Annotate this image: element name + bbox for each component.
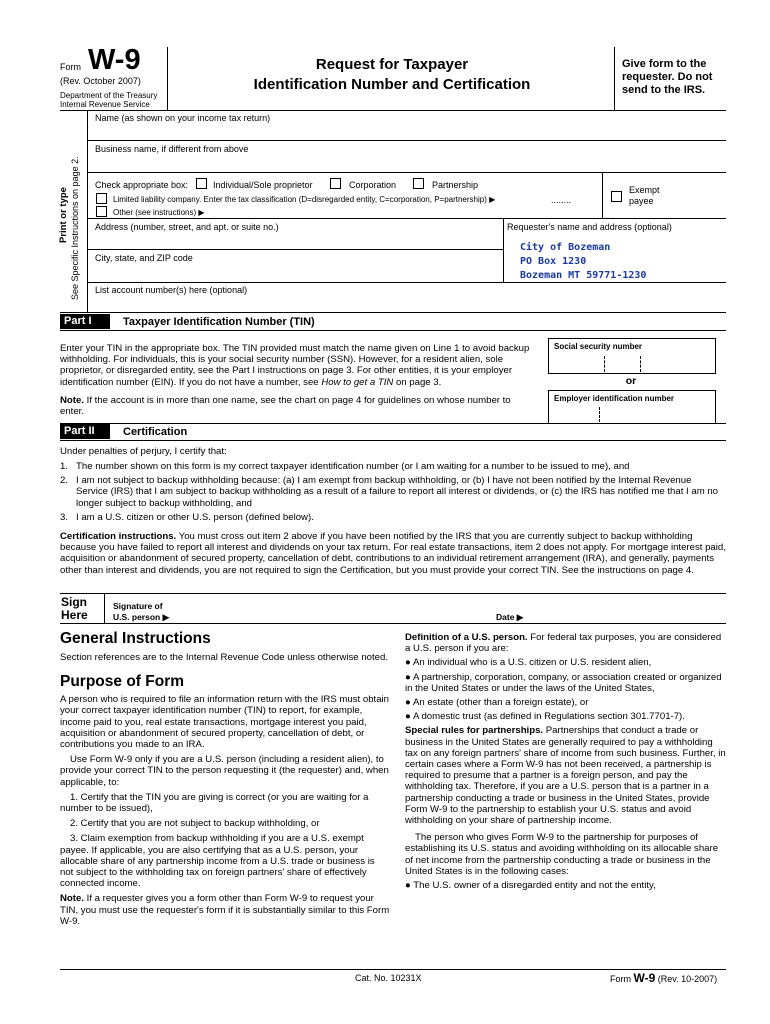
part2-label: Part II <box>60 424 110 439</box>
cert-instructions: Certification instructions. You must cross out item 2 above if you have been notified by the IRS that you are currently subject to backup withholding because you have failed to report all interest and dividends on your tax return. For real estate transactions, item 2 does not apply. For mortgage interest paid, acquisition or abandonment of secured property, cancellation of debt, contributions to an individual retirement arrangement (IRA), and generally, payments other than interest and dividends, you are not required to sign the Certification, but you must provide your correct TIN. See the instructions on page 4. <box>60 531 726 576</box>
or-text: or <box>625 375 637 387</box>
cert-list <box>60 461 726 523</box>
requester-line2: PO Box 1230 <box>520 256 587 267</box>
part2-title: Certification <box>123 426 188 438</box>
sign-text: Sign <box>61 595 87 609</box>
form-word: Form <box>60 62 81 72</box>
definition-text: Definition of a U.S. person. For federal tax purposes, you are considered a U.S. person if you are: <box>405 632 722 655</box>
signature-label1: Signature of <box>113 601 163 611</box>
title-line2: Identification Number and Certification <box>253 76 531 93</box>
llc-label: Limited liability company. Enter the tax classification (D=disregarded entity, C=corporation, P=partnership) ▶ <box>113 195 496 204</box>
ssn-label: Social security number <box>554 342 643 351</box>
purpose-note: Note. If a requester gives you a form other than Form W-9 to request your TIN, you must use the requester's form if it is substantially similar to this Form W-9. <box>60 893 390 927</box>
bullet-item: ● A partnership, corporation, company, or association created or organized in the United States or under the laws of the United States, <box>405 671 722 694</box>
individual-label: Individual/Sole proprietor <box>213 180 313 190</box>
form-number: W-9 <box>88 44 141 76</box>
footer-form-id: Form W-9 (Rev. 10-2007) <box>610 971 718 985</box>
exempt-payee-checkbox[interactable] <box>611 191 622 202</box>
here-text: Here <box>61 608 88 622</box>
purpose-p3: 1. Certify that the TIN you are giving is correct (or you are waiting for a number to be issued), <box>60 791 369 815</box>
partnership-label: Partnership <box>432 180 479 190</box>
purpose-p4: 2. Certify that you are not subject to backup withholding, or <box>70 818 320 830</box>
ssn-box[interactable] <box>548 338 716 374</box>
city-label: City, state, and ZIP code <box>95 253 193 263</box>
corporation-checkbox[interactable] <box>330 178 341 189</box>
purpose-p5: 3. Claim exemption from backup withholding if you are a U.S. exempt payee. If applicable, you are also certifying that as a U.S. person, your allocable share of any partnership income from a U.S. trade or business is not subject to the withholding tax on foreign partners' share of effectively connected income. <box>60 833 375 890</box>
bullet-item: ● The U.S. owner of a disregarded entity and not the entity, <box>405 880 656 892</box>
title-line1: Request for Taxpayer <box>315 56 469 73</box>
irs-name: Internal Revenue Service <box>60 100 150 109</box>
date-label: Date ▶ <box>496 612 524 622</box>
special-rules: Special rules for partnerships. Partnerships that conduct a trade or business in the United States are generally required to pay a withholding tax on any foreign partners' share of income from such business. Further, in certain cases where a Form W-9 has not been received, a partnership is required to presume that a partner is a foreign person, and pay the withholding tax. Therefore, if you are a U.S. person that is a partner in a partnership conducting a trade or business in the United States, provide Form W-9 to the partnership to establish your U.S. status and avoid withholding on your share of partnership income. <box>405 725 726 827</box>
part1-note: Note. If the account is in more than one name, see the chart on page 4 for guidelines on whose number to enter. <box>60 395 511 418</box>
individual-checkbox[interactable] <box>196 178 207 189</box>
requester-line1: City of Bozeman <box>520 242 611 253</box>
other-label: Other (see instructions) ▶ <box>113 208 205 217</box>
form-revision: (Rev. October 2007) <box>60 76 141 86</box>
requester-label: Requester's name and address (optional) <box>507 222 672 232</box>
general-intro: Section references are to the Internal Revenue Code unless otherwise noted. <box>60 652 388 663</box>
purpose-p1: A person who is required to file an information return with the IRS must obtain your correct taxpayer identification number (TIN) to report, for example, income paid to you, real estate transactions, mortgage interest you paid, acquisition or abandonment of secured property, cancellation of debt, or contributions you made to an IRA. <box>60 694 390 751</box>
exempt-payee-label: Exempt payee <box>629 185 660 206</box>
signature-label2: U.S. person ▶ <box>113 612 170 622</box>
bullet-item: ● An individual who is a U.S. citizen or U.S. resident alien, <box>405 657 652 669</box>
ein-box[interactable] <box>548 390 716 424</box>
account-label: List account number(s) here (optional) <box>95 285 248 295</box>
purpose-heading: Purpose of Form <box>60 673 185 691</box>
other-checkbox[interactable] <box>96 206 107 217</box>
cert-item: 1. The number shown on this form is my correct taxpayer identification number (or I am waiting for a number to be issued to me), and <box>60 461 630 472</box>
bullet-item: ● An estate (other than a foreign estate), or <box>405 697 589 709</box>
us-person-definition <box>405 632 726 891</box>
check-box-label: Check appropriate box: <box>95 180 189 190</box>
give-form-note: Give form to the requester. Do not send to the IRS. <box>622 58 713 96</box>
address-label: Address (number, street, and apt. or suite no.) <box>95 222 279 232</box>
part1-title: Taxpayer Identification Number (TIN) <box>123 316 315 328</box>
requester-line3: Bozeman MT 59771-1230 <box>520 270 647 281</box>
department: Department of the Treasury <box>60 91 158 100</box>
cert-item: 3. I am a U.S. citizen or other U.S. person (defined below). <box>60 511 314 523</box>
part1-label: Part I <box>60 314 110 329</box>
llc-checkbox[interactable] <box>96 193 107 204</box>
partnership-p2: The person who gives Form W-9 to the partnership for purposes of establishing its U.S. status and avoiding withholding on its allocable share of net income from the partnership conducting a trade or business in the United States is in the following cases: <box>405 832 719 877</box>
cert-intro: Under penalties of perjury, I certify that: <box>60 446 227 457</box>
print-or-type-label: Print or type <box>58 187 69 243</box>
cert-item: 2. I am not subject to backup withholding because: (a) I am exempt from backup withholding, or (b) I have not been notified by the Internal Revenue Service (IRS) that I am subject to backup withholding as a result of a failure to report all interest or dividends, or (c) the IRS has notified me that I am no longer subject to backup withholding, and <box>60 475 719 509</box>
general-heading: General Instructions <box>60 630 211 647</box>
ein-label: Employer identification number <box>554 394 675 403</box>
signature-field[interactable] <box>200 598 490 622</box>
business-name-label: Business name, if different from above <box>95 144 249 154</box>
corporation-label: Corporation <box>349 180 397 190</box>
general-instructions <box>60 630 390 927</box>
date-field[interactable] <box>530 598 725 622</box>
purpose-p2: Use Form W-9 only if you are a U.S. person (including a resident alien), to provide your correct TIN to the person requesting it (the requester) and, when applicable, to: <box>60 754 389 788</box>
see-instructions-label: See Specific Instructions on page 2. <box>70 156 80 300</box>
llc-entry[interactable]: ........ <box>551 195 572 205</box>
name-label: Name (as shown on your income tax return) <box>95 113 271 123</box>
part1-text: Enter your TIN in the appropriate box. The TIN provided must match the name given on Line 1 to avoid backup withholding. For individuals, this is your social security number (SSN). However, for a resident alien, sole proprietor, or disregarded entity, see the Part I instructions on page 3. For other entities, it is your employer identification number (EIN). If you do not have a number, see How to get a TIN on page 3. <box>60 343 530 388</box>
catalog-number: Cat. No. 10231X <box>355 973 422 983</box>
partnership-checkbox[interactable] <box>413 178 424 189</box>
bullet-item: ● A domestic trust (as defined in Regulations section 301.7701-7). <box>405 711 685 723</box>
